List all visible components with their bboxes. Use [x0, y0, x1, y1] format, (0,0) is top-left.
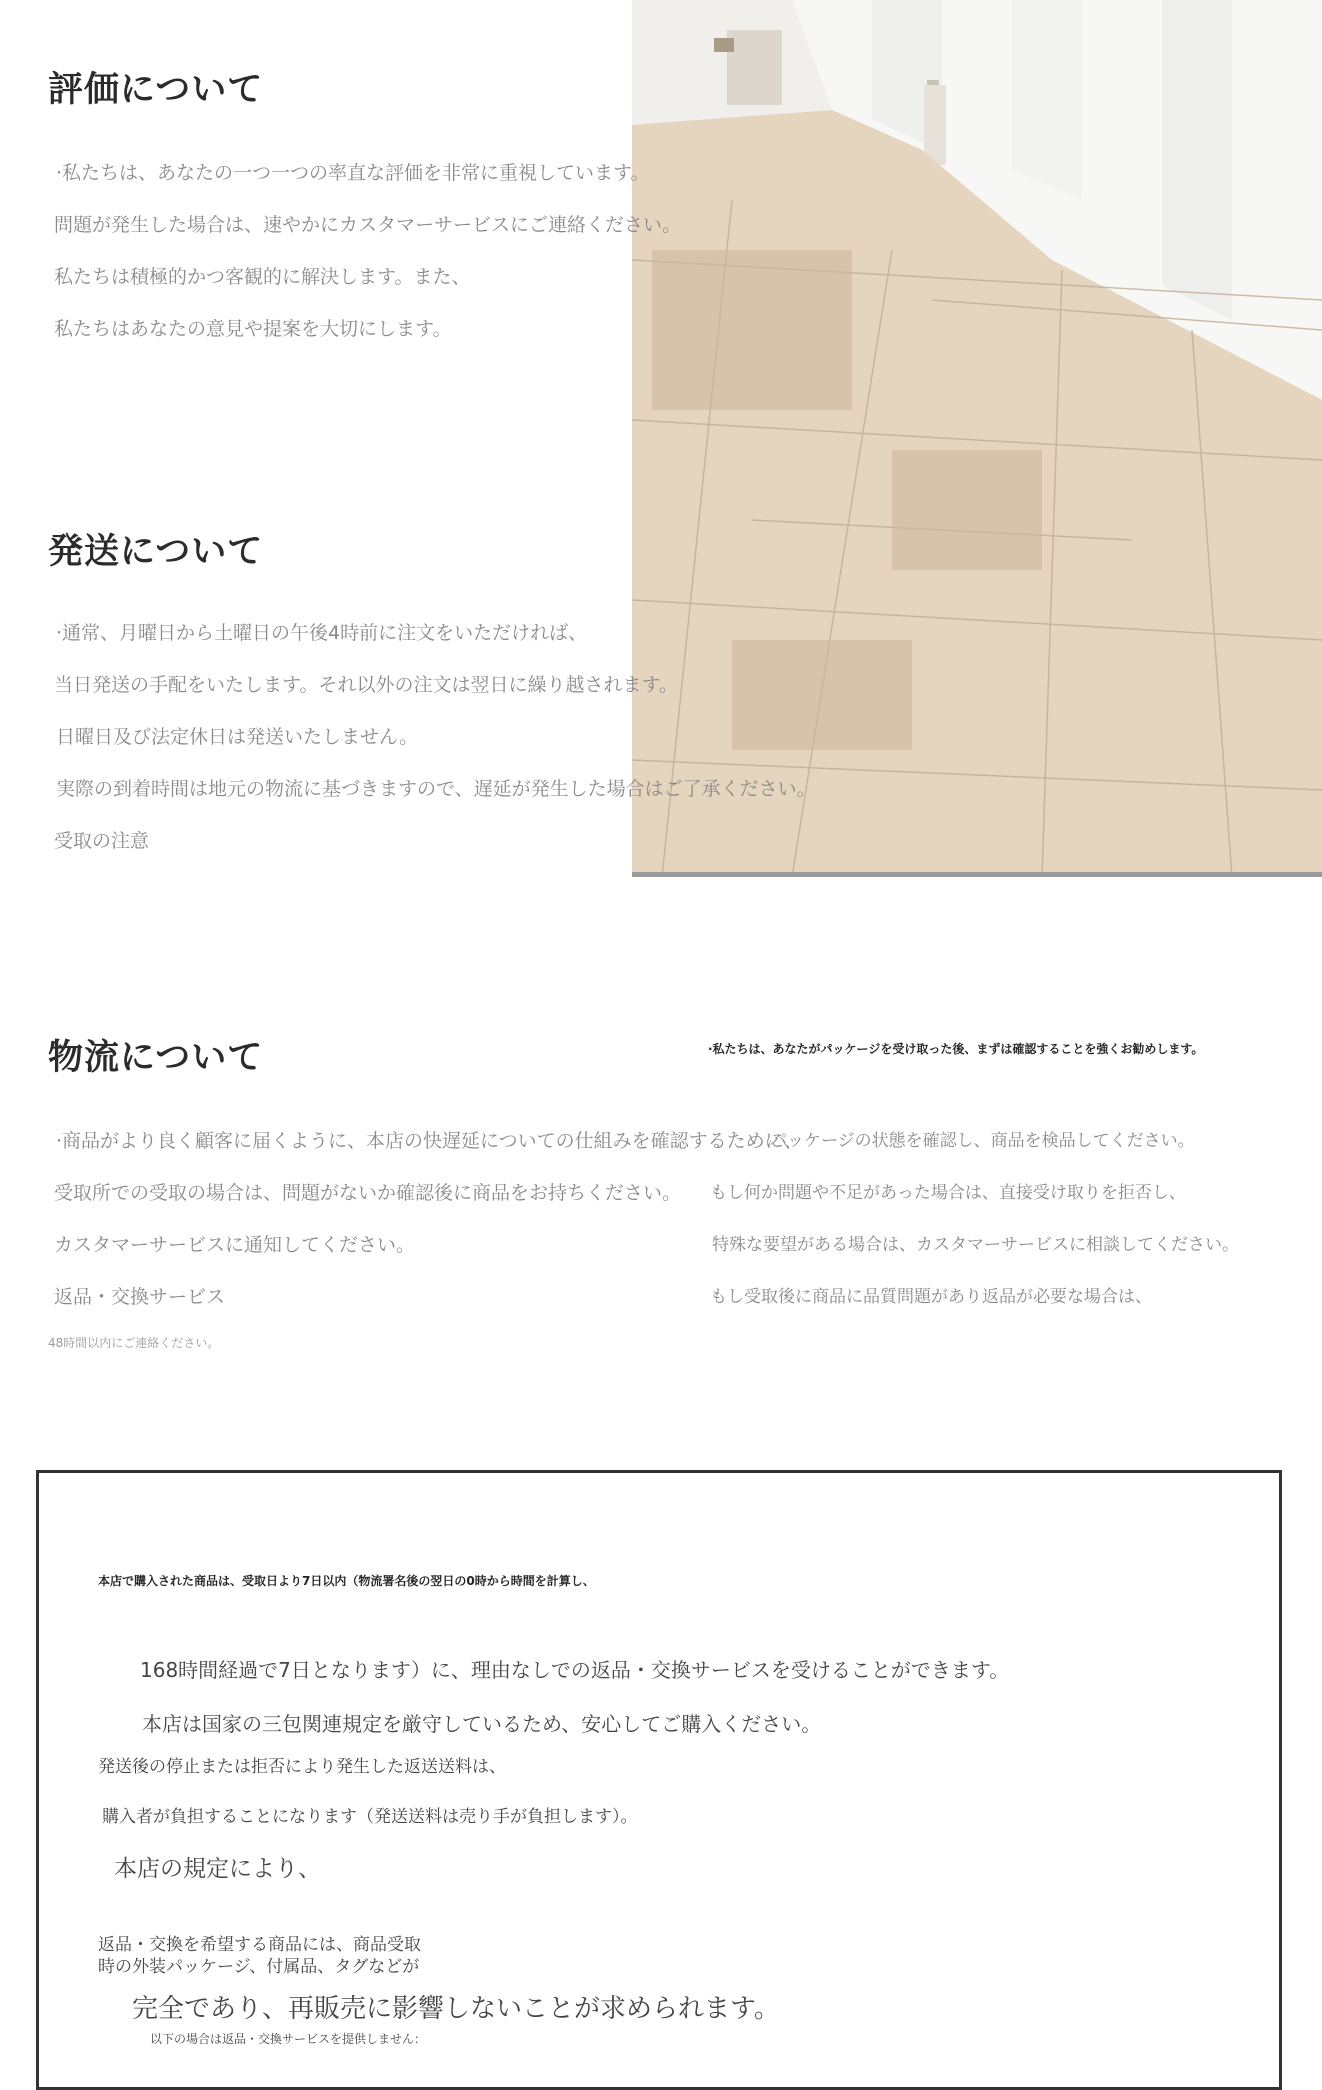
shipping-line-1: ·通常、月曜日から土曜日の午後4時前に注文をいただければ、 — [56, 622, 588, 644]
policy-line-9: 以下の場合は返品・交換サービスを提供しません： — [150, 2032, 427, 2046]
logistics-line-2: 受取所での受取の場合は、問題がないか確認後に商品をお持ちください。 — [54, 1182, 682, 1204]
shipping-line-3: 日曜日及び法定休日は発送いたしません。 — [56, 726, 419, 748]
logistics-note: 48時間以内にご連絡ください。 — [48, 1336, 220, 1350]
shipping-line-2: 当日発送の手配をいたします。それ以外の注文は翌日に繰り越されます。 — [54, 674, 678, 696]
shipping-heading: 発送について — [48, 532, 264, 572]
logistics-line-3: カスタマーサービスに通知してください。 — [54, 1234, 416, 1256]
logistics-heading: 物流について — [48, 1038, 264, 1078]
logistics-right-line-4: もし受取後に商品に品質問題があり返品が必要な場合は、 — [710, 1287, 1152, 1307]
logistics-right-heading: ·私たちは、あなたがパッケージを受け取った後、まずは確認することを強くお勧めします。 — [708, 1042, 1204, 1056]
review-line-2: 問題が発生した場合は、速やかにカスタマーサービスにご連絡ください。 — [54, 214, 682, 236]
shipping-line-5: 受取の注意 — [54, 830, 150, 852]
logistics-right-line-3: 特殊な要望がある場合は、カスタマーサービスに相談してください。 — [712, 1235, 1239, 1255]
policy-line-5: 購入者が負担することになります（発送送料は売り手が負担します）。 — [102, 1807, 638, 1827]
policy-line-7a: 返品・交換を希望する商品には、商品受取 — [98, 1935, 421, 1955]
hallway-floor-photo — [632, 0, 1322, 877]
policy-line-1: 本店で購入された商品は、受取日より7日以内（物流署名後の翌日の0時から時間を計算し、 — [98, 1574, 595, 1588]
logistics-line-4: 返品・交換サービス — [54, 1286, 226, 1308]
review-line-3: 私たちは積極的かつ客観的に解決します。また、 — [54, 266, 471, 288]
policy-line-4: 発送後の停止または拒否により発生した返送送料は、 — [98, 1757, 506, 1777]
shipping-line-4: 実際の到着時間は地元の物流に基づきますので、遅延が発生した場合はご了承ください。 — [56, 778, 816, 800]
logistics-right-line-1: パッケージの状態を確認し、商品を検品してください。 — [770, 1131, 1195, 1151]
policy-line-3: 本店は国家の三包関連規定を厳守しているため、安心してご購入ください。 — [142, 1712, 822, 1736]
policy-line-6: 本店の規定により、 — [114, 1856, 321, 1882]
review-line-4: 私たちはあなたの意見や提案を大切にします。 — [54, 318, 452, 340]
review-line-1: ·私たちは、あなたの一つ一つの率直な評価を非常に重視しています。 — [56, 162, 650, 184]
logistics-right-line-2: もし何か問題や不足があった場合は、直接受け取りを拒否し、 — [710, 1183, 1186, 1203]
policy-line-2: 168時間経過で7日となります）に、理由なしでの返品・交換サービスを受けることができます。 — [140, 1658, 1010, 1682]
review-heading: 評価について — [48, 70, 264, 110]
policy-line-8: 完全であり、再販売に影響しないことが求められます。 — [132, 1994, 780, 2024]
logistics-line-1: ·商品がより良く顧客に届くように、本店の快遅延についての仕組みを確認するために、 — [56, 1130, 803, 1152]
policy-line-7b: 時の外装パッケージ、付属品、タグなどが — [98, 1957, 420, 1977]
